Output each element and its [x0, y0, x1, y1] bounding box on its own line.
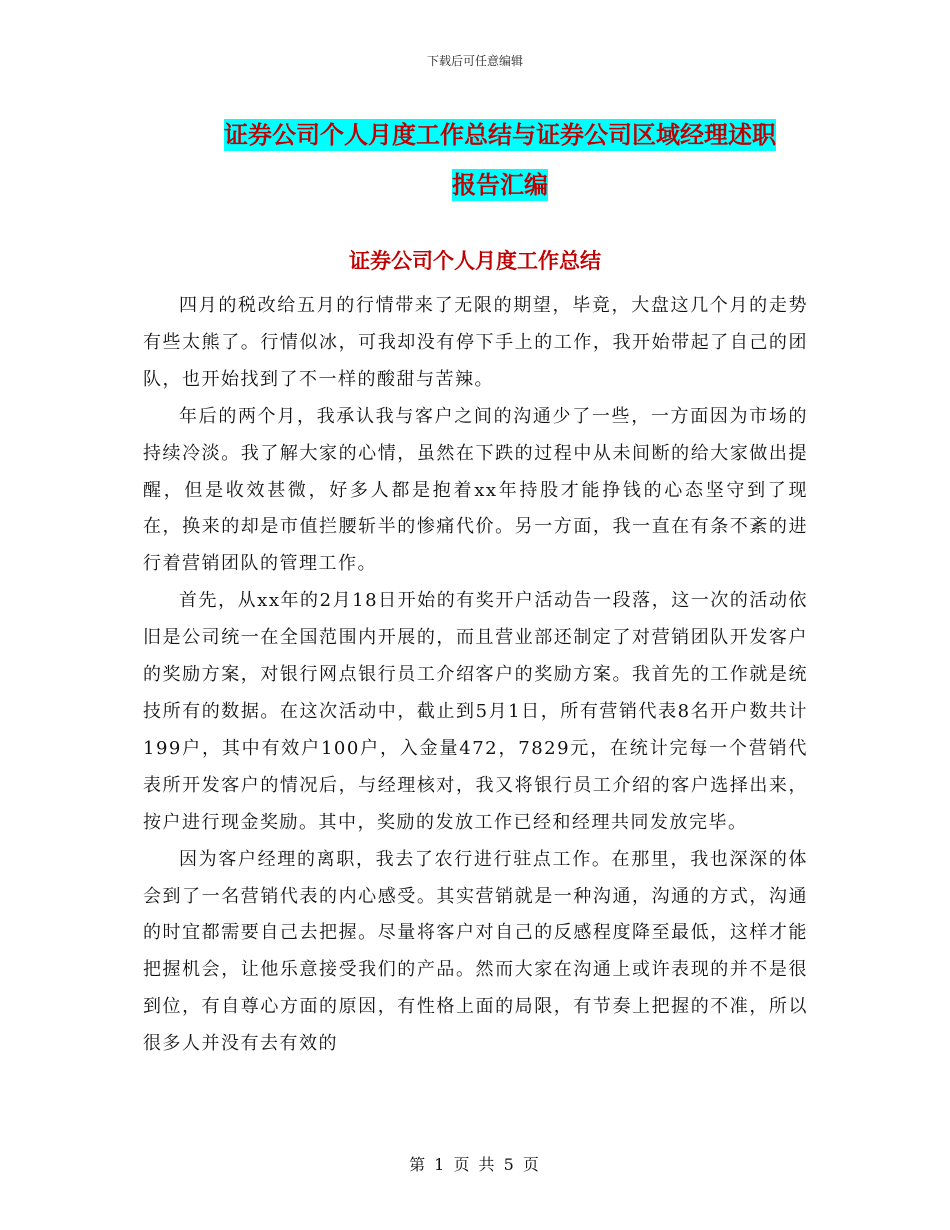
paragraph: 四月的税改给五月的行情带来了无限的期望，毕竟，大盘这几个月的走势有些太熊了。行情似冰，可我却没有停下手上的工作，我开始带起了自己的团队，也开始找到了不一样的酸甜与苦辣。	[143, 295, 808, 390]
paragraph: 因为客户经理的离职，我去了农行进行驻点工作。在那里，我也深深的体会到了一名营销代表的内心感受。其实营销就是一种沟通，沟通的方式，沟通的时宜都需要自己去把握。尽量将客户对自己的反感程度降至最低，这样才能把握机会，让他乐意接受我们的产品。然而大家在沟通上或许表现的并不是很到位，有自尊心方面的原因，有性格上面的局限，有节奏上把握的不准，所以很多人并没有去有效的	[143, 848, 808, 1055]
document-title-line-1: 证券公司个人月度工作总结与证券公司区域经理述职	[224, 121, 776, 149]
page-number-text: 第 1 页 共 5 页	[409, 1155, 541, 1174]
section-heading	[0, 245, 950, 277]
paragraph: 年后的两个月，我承认我与客户之间的沟通少了一些，一方面因为市场的持续冷淡。我了解大家的心情，虽然在下跌的过程中从未间断的给大家做出提醒，但是收效甚微，好多人都是抱着xx年持股才能挣钱的心态坚守到了现在，换来的却是市值拦腰斩半的惨痛代价。另一方面，我一直在有条不紊的进行着营销团队的管理工作。	[143, 405, 808, 575]
page-header	[0, 53, 950, 69]
paragraph: 首先，从xx年的2月18日开始的有奖开户活动告一段落，这一次的活动依旧是公司统一在全国范围内开展的，而且营业部还制定了对营销团队开发客户的奖励方案，对银行网点银行员工介绍客户的奖励方案。我首先的工作就是统技所有的数据。在这次活动中，截止到5月1日，所有营销代表8名开户数共计199户，其中有效户100户，入金量472，7829元，在统计完每一个营销代表所开发客户的情况后，与经理核对，我又将银行员工介绍的客户选择出来，按户进行现金奖励。其中，奖励的发放工作已经和经理共同发放完毕。	[143, 590, 808, 833]
page-header-text: 下载后可任意编辑	[426, 54, 523, 68]
document-title-line-2: 报告汇编	[452, 171, 548, 199]
body-text	[143, 288, 808, 1063]
page-footer	[0, 1154, 950, 1176]
section-heading-text: 证券公司个人月度工作总结	[349, 249, 601, 273]
document-title	[150, 110, 850, 210]
